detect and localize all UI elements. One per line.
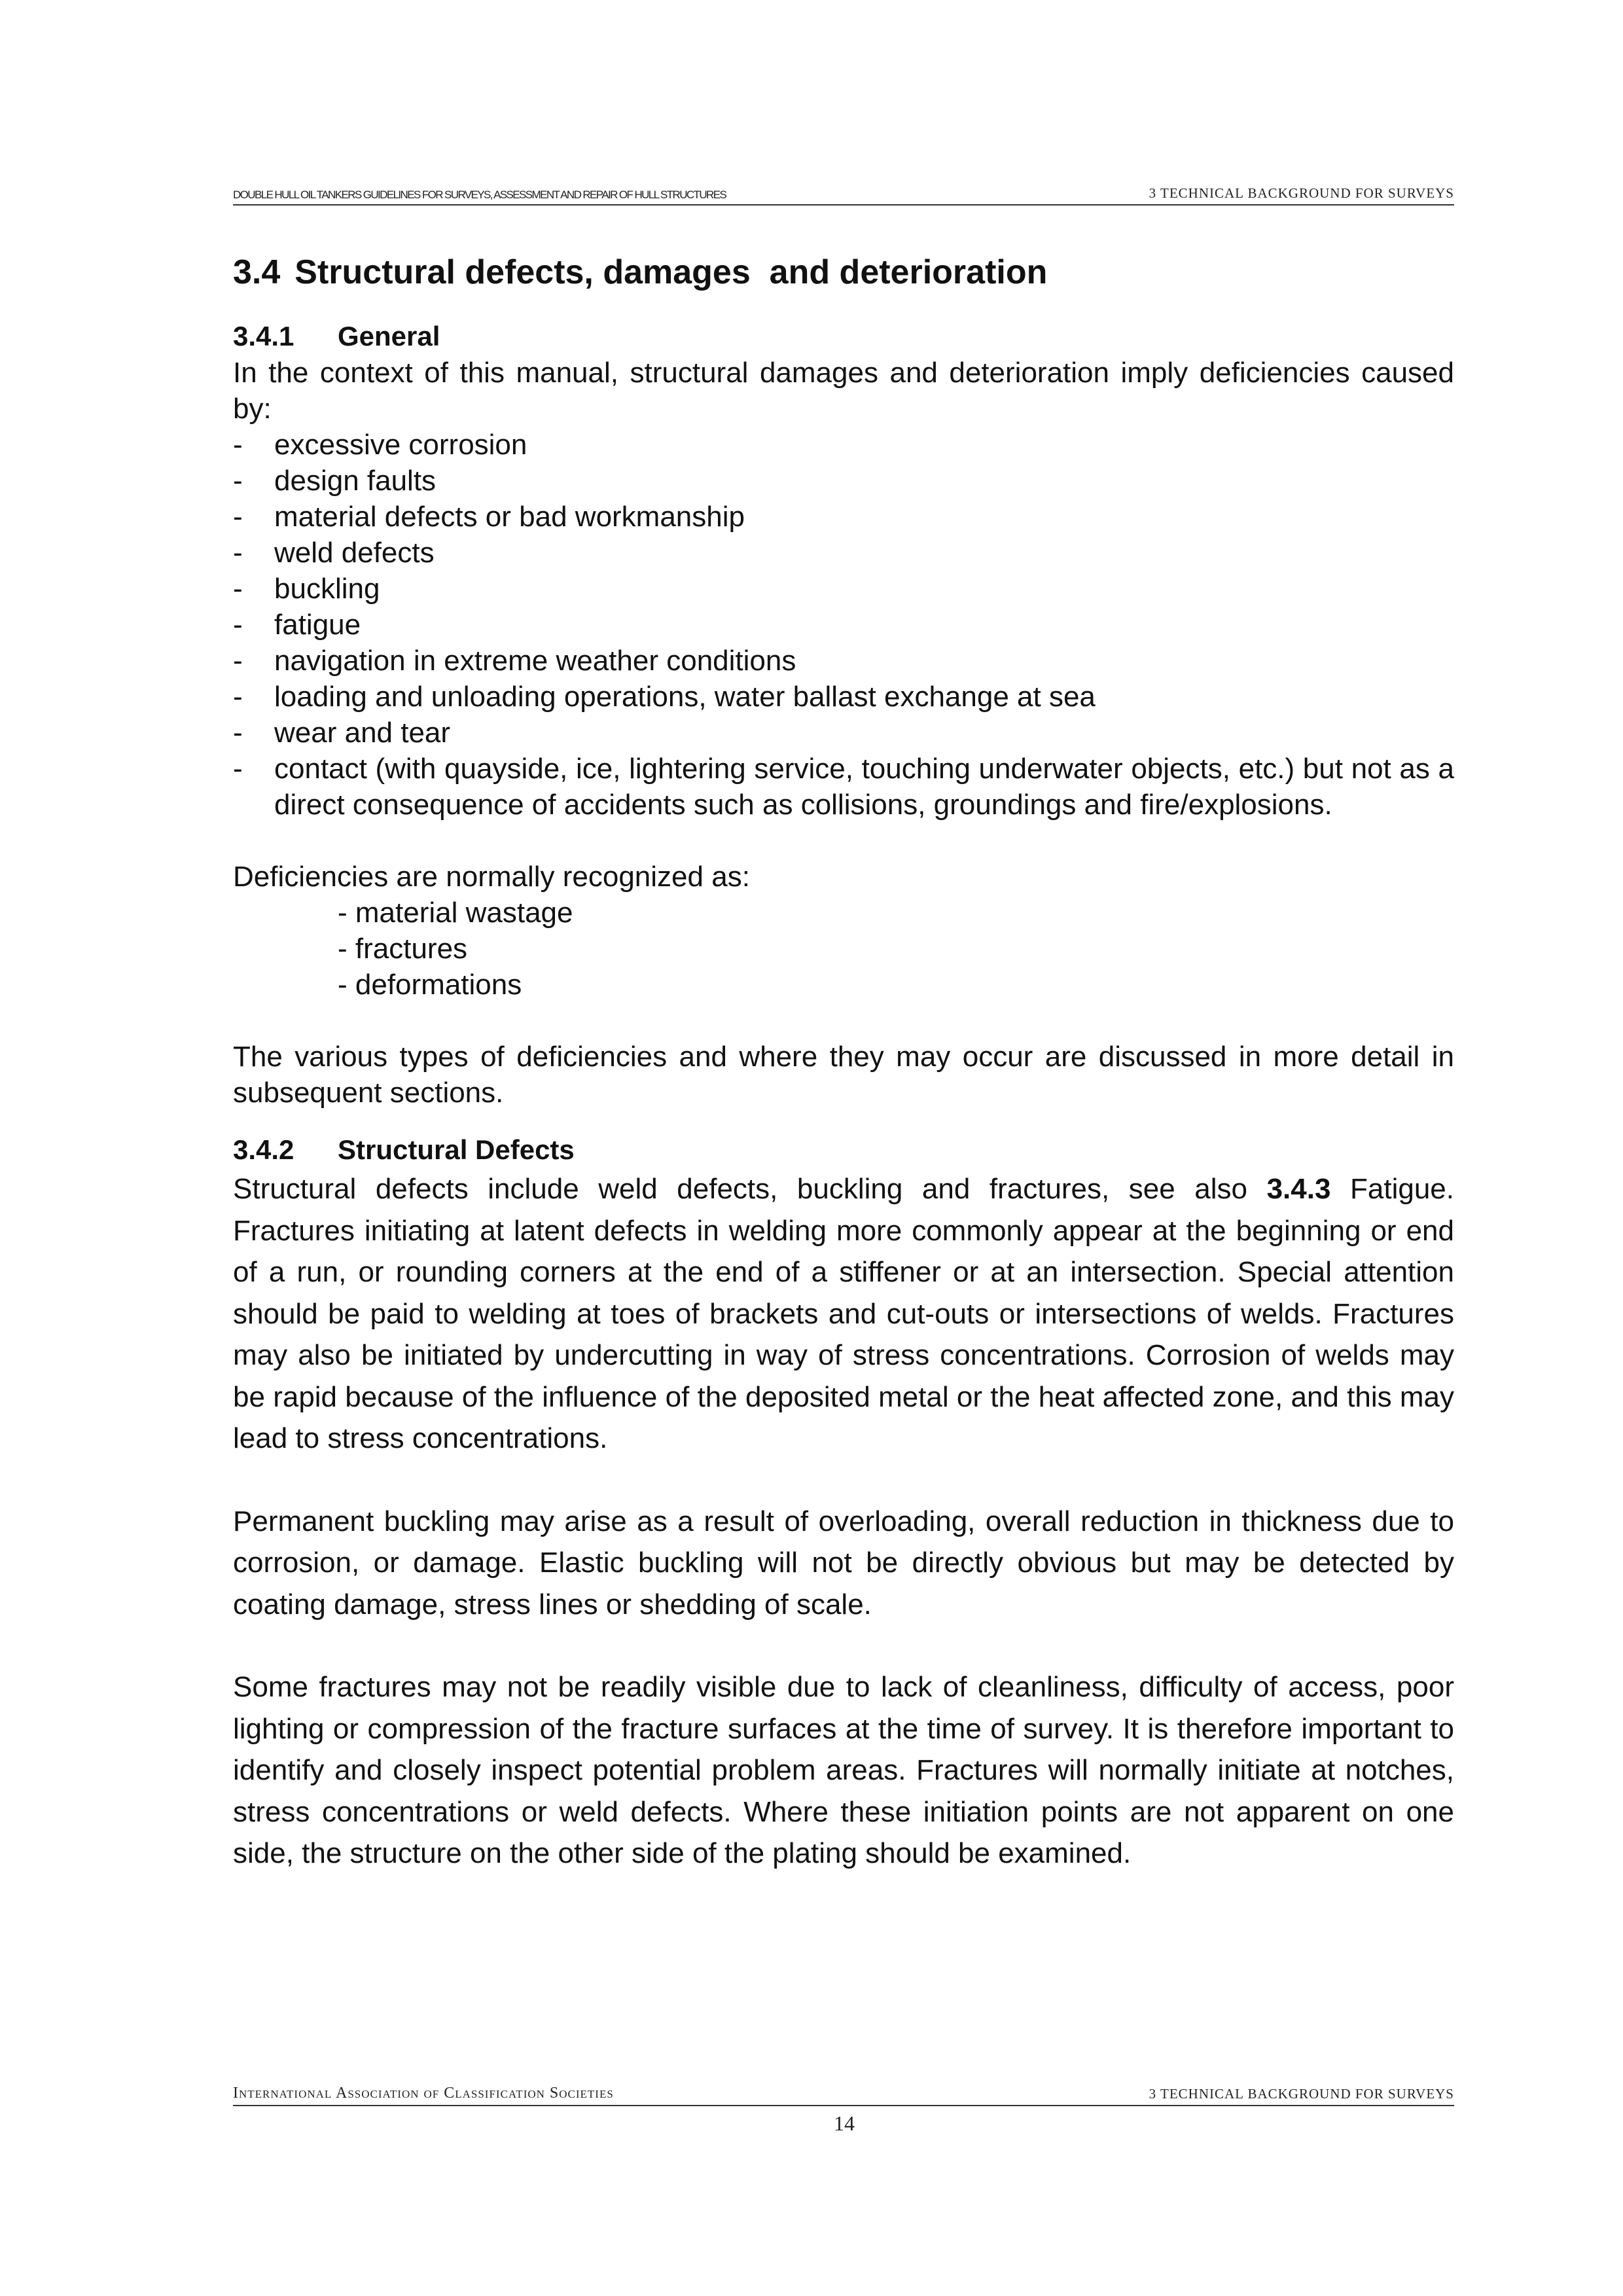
list-item <box>233 427 1454 463</box>
list-item-text: navigation in extreme weather conditions <box>274 645 796 677</box>
subsection-number: 3.4.2 <box>233 1134 294 1165</box>
footer-organization: International Association of Classification Societies <box>233 2085 614 2102</box>
list-item: - fractures <box>338 933 468 965</box>
deficiency-causes-list <box>233 427 1454 823</box>
list-item <box>233 607 1454 643</box>
list-item-text: design faults <box>274 465 437 497</box>
section-title: Structural defects, damages and deterioration <box>294 253 1048 291</box>
dash-bullet: - <box>233 717 243 749</box>
list-item <box>233 751 1454 823</box>
list-item-text: wear and tear <box>274 717 451 749</box>
dash-bullet: - <box>233 501 243 533</box>
dash-bullet: - <box>233 681 243 713</box>
list-item <box>233 679 1454 715</box>
subsection-title: General <box>338 321 440 351</box>
subsection-number: 3.4.1 <box>233 321 294 351</box>
running-footer <box>233 2085 1454 2106</box>
footer-chapter-title: 3 TECHNICAL BACKGROUND FOR SURVEYS <box>1149 2086 1454 2102</box>
subsection-heading-general <box>233 318 1454 355</box>
list-item <box>233 535 1454 571</box>
list-item <box>233 463 1454 499</box>
cross-reference: 3.4.3 <box>1266 1173 1331 1205</box>
general-intro-paragraph: In the context of this manual, structural damages and deterioration imply deficiencies caused by: <box>233 357 1454 425</box>
general-closing-paragraph: The various types of deficiencies and where they may occur are discussed in more detail in subsequent sections. <box>233 1041 1454 1109</box>
dash-bullet: - <box>233 429 243 461</box>
page-body <box>233 249 1454 1874</box>
dash-bullet: - <box>233 645 243 677</box>
structural-defects-paragraph-1 <box>233 1168 1454 1460</box>
list-item-text: contact (with quayside, ice, lightering service, touching underwater objects, etc.) but not as a direct consequence of accidents such as collisions, groundings and fire/explosions. <box>274 753 1454 821</box>
structural-defects-text <box>233 1168 1454 1874</box>
header-chapter-title: 3 TECHNICAL BACKGROUND FOR SURVEYS <box>1149 185 1454 201</box>
structural-defects-paragraph-3: Some fractures may not be readily visible due to lack of cleanliness, difficulty of access, poor lighting or compression of the fracture surfaces at the time of survey. It is therefore important to identify and closely inspect potential problem areas. Fractures will normally initiate at notches, stress concentrations or weld defects. Where these initiation points are not apparent on one side, the structure on the other side of the plating should be examined. <box>233 1671 1454 1869</box>
paragraph-text: Fatigue. Fractures initiating at latent defects in welding more commonly appear at the beginning or end of a run, or rounding corners at the end of a stiffener or at an intersection. Special attention should be paid to welding at toes of brackets and cut-outs or intersections of welds. Fractures may also be initiated by undercutting in way of stress concentrations. Corrosion of welds may be rapid because of the influence of the deposited metal or the heat affected zone, and this may lead to stress concentrations. <box>233 1173 1454 1454</box>
list-item-text: material defects or bad workmanship <box>274 501 745 533</box>
list-item-text: loading and unloading operations, water ballast exchange at sea <box>274 681 1096 713</box>
dash-bullet: - <box>233 573 243 605</box>
section-heading <box>233 249 1454 296</box>
dash-bullet: - <box>233 465 243 497</box>
list-item <box>233 643 1454 679</box>
dash-bullet: - <box>233 537 243 569</box>
structural-defects-paragraph-2: Permanent buckling may arise as a result of overloading, overall reduction in thickness due to corrosion, or damage. Elastic buckling will not be directly obvious but may be detected by coating damage, stress lines or shedding of scale. <box>233 1505 1454 1621</box>
paragraph-text: Structural defects include weld defects, buckling and fractures, see also <box>233 1173 1267 1205</box>
recognized-intro: Deficiencies are normally recognized as: <box>233 861 750 893</box>
list-item <box>233 571 1454 607</box>
section-number: 3.4 <box>233 253 281 291</box>
list-item-text: weld defects <box>274 537 435 569</box>
list-item: - deformations <box>338 969 522 1001</box>
list-item <box>233 499 1454 535</box>
subsection-heading-structural-defects <box>233 1132 1454 1168</box>
deficiency-types-list <box>233 895 1454 1003</box>
running-header <box>233 185 1454 206</box>
list-item <box>233 715 1454 751</box>
list-item-text: fatigue <box>274 609 361 641</box>
list-item-text: excessive corrosion <box>274 429 527 461</box>
list-item-text: buckling <box>274 573 380 605</box>
dash-bullet: - <box>233 609 243 641</box>
header-document-title: DOUBLE HULL OIL TANKERS GUIDELINES FOR SURVEYS, ASSESSMENT AND REPAIR OF HULL STRUCTURES <box>233 188 726 201</box>
list-item: - material wastage <box>338 897 573 929</box>
dash-bullet: - <box>233 753 243 785</box>
subsection-title: Structural Defects <box>338 1134 575 1165</box>
page-number: 14 <box>834 2111 855 2135</box>
